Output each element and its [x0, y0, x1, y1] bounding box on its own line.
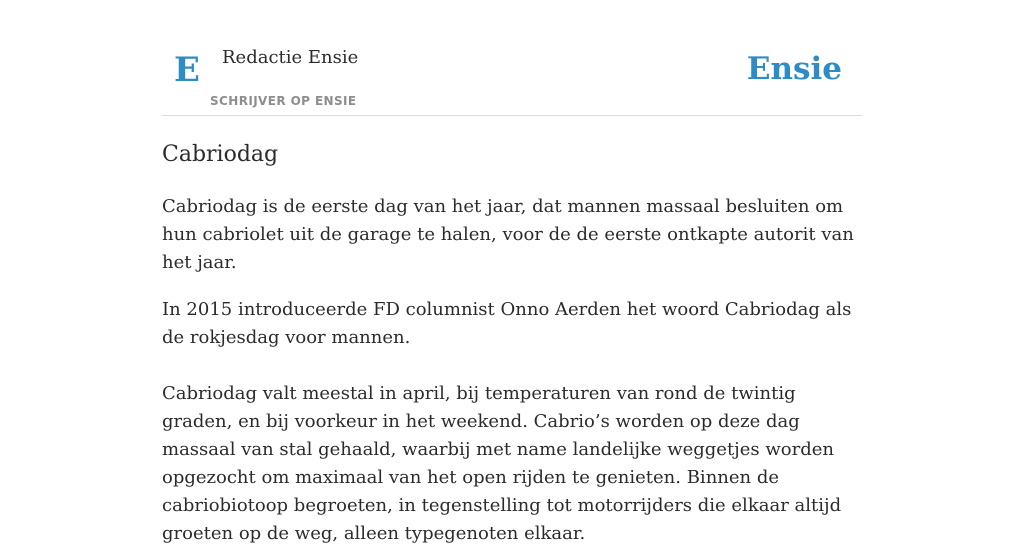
author-header [162, 0, 862, 116]
article-paragraph-3: Cabriodag valt meestal in april, bij temperaturen van rond de twintig graden, en bij voorkeur in het weekend. Cabrio’s worden op deze dag massaal van stal gehaald, waarbij met name landelijke weggetjes worden opgezocht om maximaal van het open rijden te genieten. Binnen de cabriobiotoop begroeten, in tegenstelling tot motorrijders die elkaar altijd groeten op de weg, alleen typegenoten elkaar. [162, 383, 842, 544]
author-avatar[interactable]: E [174, 50, 200, 90]
brand-logo[interactable]: Ensie [746, 51, 842, 87]
author-name[interactable]: Redactie Ensie [222, 47, 359, 68]
article-container [162, 0, 862, 548]
author-role: SCHRIJVER OP ENSIE [210, 94, 357, 108]
article-paragraph-1: Cabriodag is de eerste dag van het jaar, dat mannen massaal besluiten om hun cabriolet uit de garage te halen, voor de de eerste ontkapte autorit van het jaar. [162, 196, 854, 273]
article-paragraph-2: In 2015 introduceerde FD columnist Onno Aerden het woord Cabriodag als de rokjesdag voor mannen. [162, 299, 852, 348]
article-title: Cabriodag [162, 142, 279, 167]
